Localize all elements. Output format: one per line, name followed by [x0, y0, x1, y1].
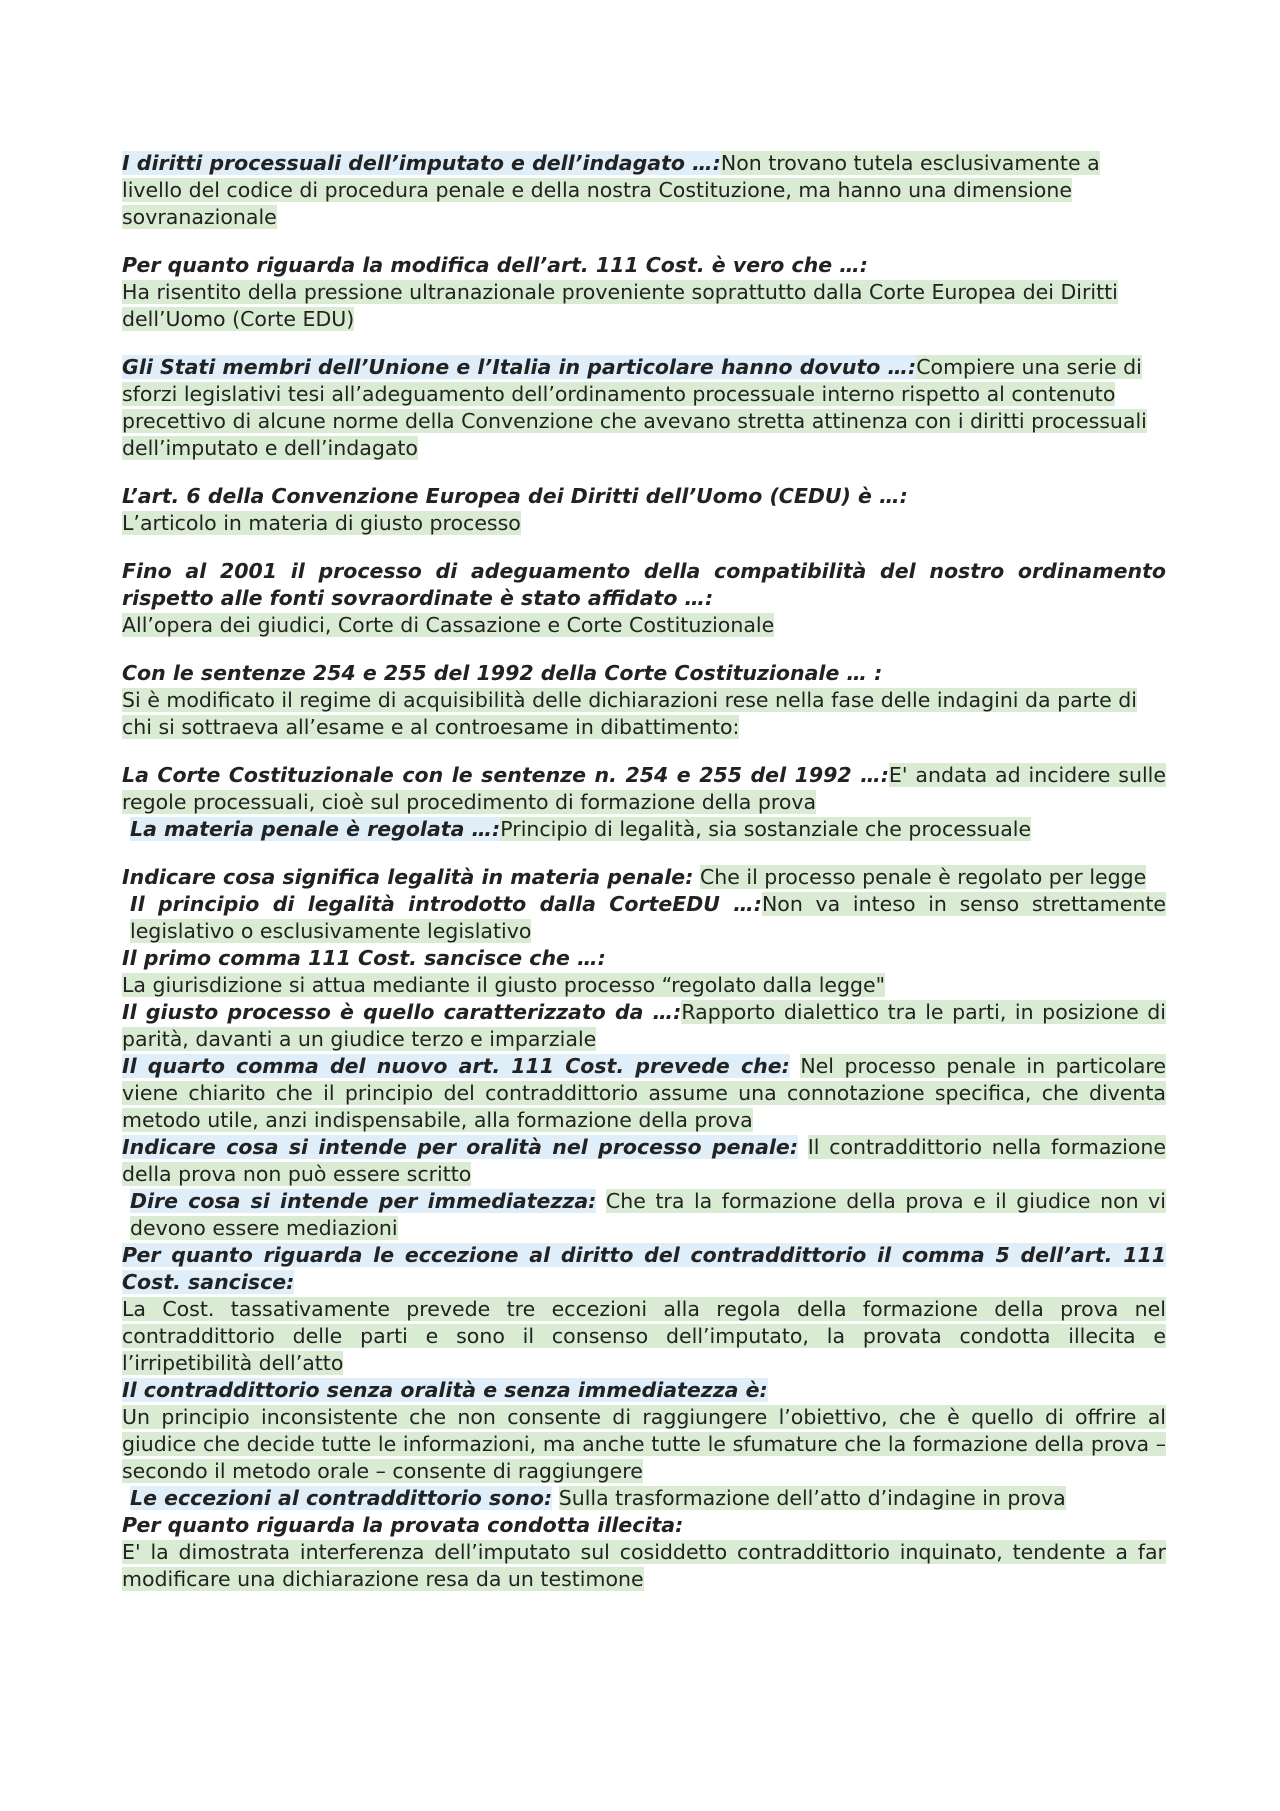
answer-text: Un principio inconsistente che non consente di raggiungere l’obiettivo, che è quello di offrire al giudice che decide tutte le informazioni, ma anche tutte le sfumature che la formazione della prova – secondo il metodo orale – consente di raggiungere — [122, 1405, 1166, 1483]
answer-text: La Cost. tassativamente prevede tre eccezioni alla regola della formazione della prova nel contraddittorio delle parti e sono il consenso dell’imputato, la provata condotta illecita e l’irripetibilità dell’atto — [122, 1297, 1166, 1375]
question-text: Fino al 2001 il processo di adeguamento della compatibilità del nostro ordinamento rispetto alle fonti sovraordinate è stato affidato …: — [122, 559, 1166, 610]
question-text: L’art. 6 della Convenzione Europea dei Diritti dell’Uomo (CEDU) è …: — [122, 484, 908, 508]
qa-entry — [122, 1512, 1166, 1593]
question-text: Le eccezioni al contraddittorio sono: — [130, 1486, 553, 1510]
question-text: Il contraddittorio senza oralità e senza immediatezza è: — [122, 1378, 768, 1402]
answer-text: Che tra la formazione della prova e il giudice non vi devono essere mediazioni — [130, 1189, 1166, 1240]
answer-text: Che il processo penale è regolato per legge — [699, 865, 1147, 889]
qa-entry — [122, 999, 1166, 1053]
answer-text: Nel processo penale in particolare viene chiarito che il principio del contraddittorio assume una connotazione specifica, che diventa metodo utile, anzi indispensabile, alla formazione della prova — [122, 1054, 1166, 1132]
answer-text: L’articolo in materia di giusto processo — [122, 511, 521, 535]
document-body — [122, 150, 1166, 1593]
qa-entry — [122, 483, 1166, 537]
qa-entry — [122, 1188, 1166, 1242]
qa-entry — [122, 1134, 1166, 1188]
qa-entry — [122, 762, 1166, 816]
answer-text: La giurisdizione si attua mediante il giusto processo “regolato dalla legge" — [122, 973, 886, 997]
question-text: Per quanto riguarda la provata condotta illecita: — [122, 1513, 684, 1537]
question-text: La Corte Costituzionale con le sentenze n. 254 e 255 del 1992 …: — [122, 763, 889, 787]
qa-entry — [122, 1242, 1166, 1377]
qa-entry — [122, 1053, 1166, 1134]
qa-entry — [122, 354, 1166, 462]
question-text: Per quanto riguarda la modifica dell’art. 111 Cost. è vero che …: — [122, 253, 868, 277]
qa-entry — [122, 816, 1166, 843]
answer-text: Non va inteso in senso strettamente legislativo o esclusivamente legislativo — [130, 892, 1166, 943]
answer-text: Ha risentito della pressione ultranazionale proveniente soprattutto dalla Corte Europea dei Diritti dell’Uomo (Corte EDU) — [122, 280, 1118, 331]
question-text: La materia penale è regolata …: — [130, 817, 501, 841]
question-text: Il giusto processo è quello caratterizzato da …: — [122, 1000, 682, 1024]
question-text: I diritti processuali dell’imputato e dell’indagato …: — [122, 151, 721, 175]
qa-entry — [122, 891, 1166, 945]
answer-text: All’opera dei giudici, Corte di Cassazione e Corte Costituzionale — [122, 613, 775, 637]
qa-entry — [122, 660, 1166, 741]
qa-entry — [122, 1377, 1166, 1485]
answer-text: E' andata ad incidere sulle regole processuali, cioè sul procedimento di formazione della prova — [122, 763, 1166, 814]
question-text: Gli Stati membri dell’Unione e l’Italia in particolare hanno dovuto …: — [122, 355, 917, 379]
answer-text: Principio di legalità, sia sostanziale che processuale — [500, 817, 1032, 841]
qa-entry — [122, 150, 1166, 231]
qa-entry — [122, 945, 1166, 999]
qa-entry — [122, 864, 1166, 891]
question-text: Il primo comma 111 Cost. sancisce che …: — [122, 946, 606, 970]
question-text: Dire cosa si intende per immediatezza: — [130, 1189, 597, 1213]
question-text: Il principio di legalità introdotto dalla CorteEDU …: — [130, 892, 762, 916]
question-text: Indicare cosa si intende per oralità nel processo penale: — [122, 1135, 799, 1159]
answer-text: E' la dimostrata interferenza dell’imputato sul cosiddetto contraddittorio inquinato, tendente a far modificare una dichiarazione resa da un testimone — [122, 1540, 1166, 1591]
question-text: Con le sentenze 254 e 255 del 1992 della Corte Costituzionale … : — [122, 661, 883, 685]
answer-text: Non trovano tutela esclusivamente a livello del codice di procedura penale e della nostra Costituzione, ma hanno una dimensione sovranazionale — [122, 151, 1100, 229]
qa-entry — [122, 558, 1166, 639]
answer-text: Rapporto dialettico tra le parti, in posizione di parità, davanti a un giudice terzo e imparziale — [122, 1000, 1166, 1051]
question-text: Il quarto comma del nuovo art. 111 Cost. prevede che: — [122, 1054, 790, 1078]
question-text: Indicare cosa significa legalità in materia penale: — [122, 865, 694, 889]
qa-entry — [122, 1485, 1166, 1512]
answer-text: Il contraddittorio nella formazione della prova non può essere scritto — [122, 1135, 1166, 1186]
answer-text: Sulla trasformazione dell’atto d’indagine in prova — [558, 1486, 1066, 1510]
question-text: Per quanto riguarda le eccezione al diritto del contraddittorio il comma 5 dell’art. 111 Cost. sancisce: — [122, 1243, 1166, 1294]
qa-entry — [122, 252, 1166, 333]
answer-text: Si è modificato il regime di acquisibilità delle dichiarazioni rese nella fase delle indagini da parte di chi si sottraeva all’esame e al controesame in dibattimento: — [122, 688, 1137, 739]
answer-text: Compiere una serie di sforzi legislativi tesi all’adeguamento dell’ordinamento processuale interno rispetto al contenuto precettivo di alcune norme della Convenzione che avevano stretta attinenza con i diritti processuali dell’imputato e dell’indagato — [122, 355, 1147, 460]
